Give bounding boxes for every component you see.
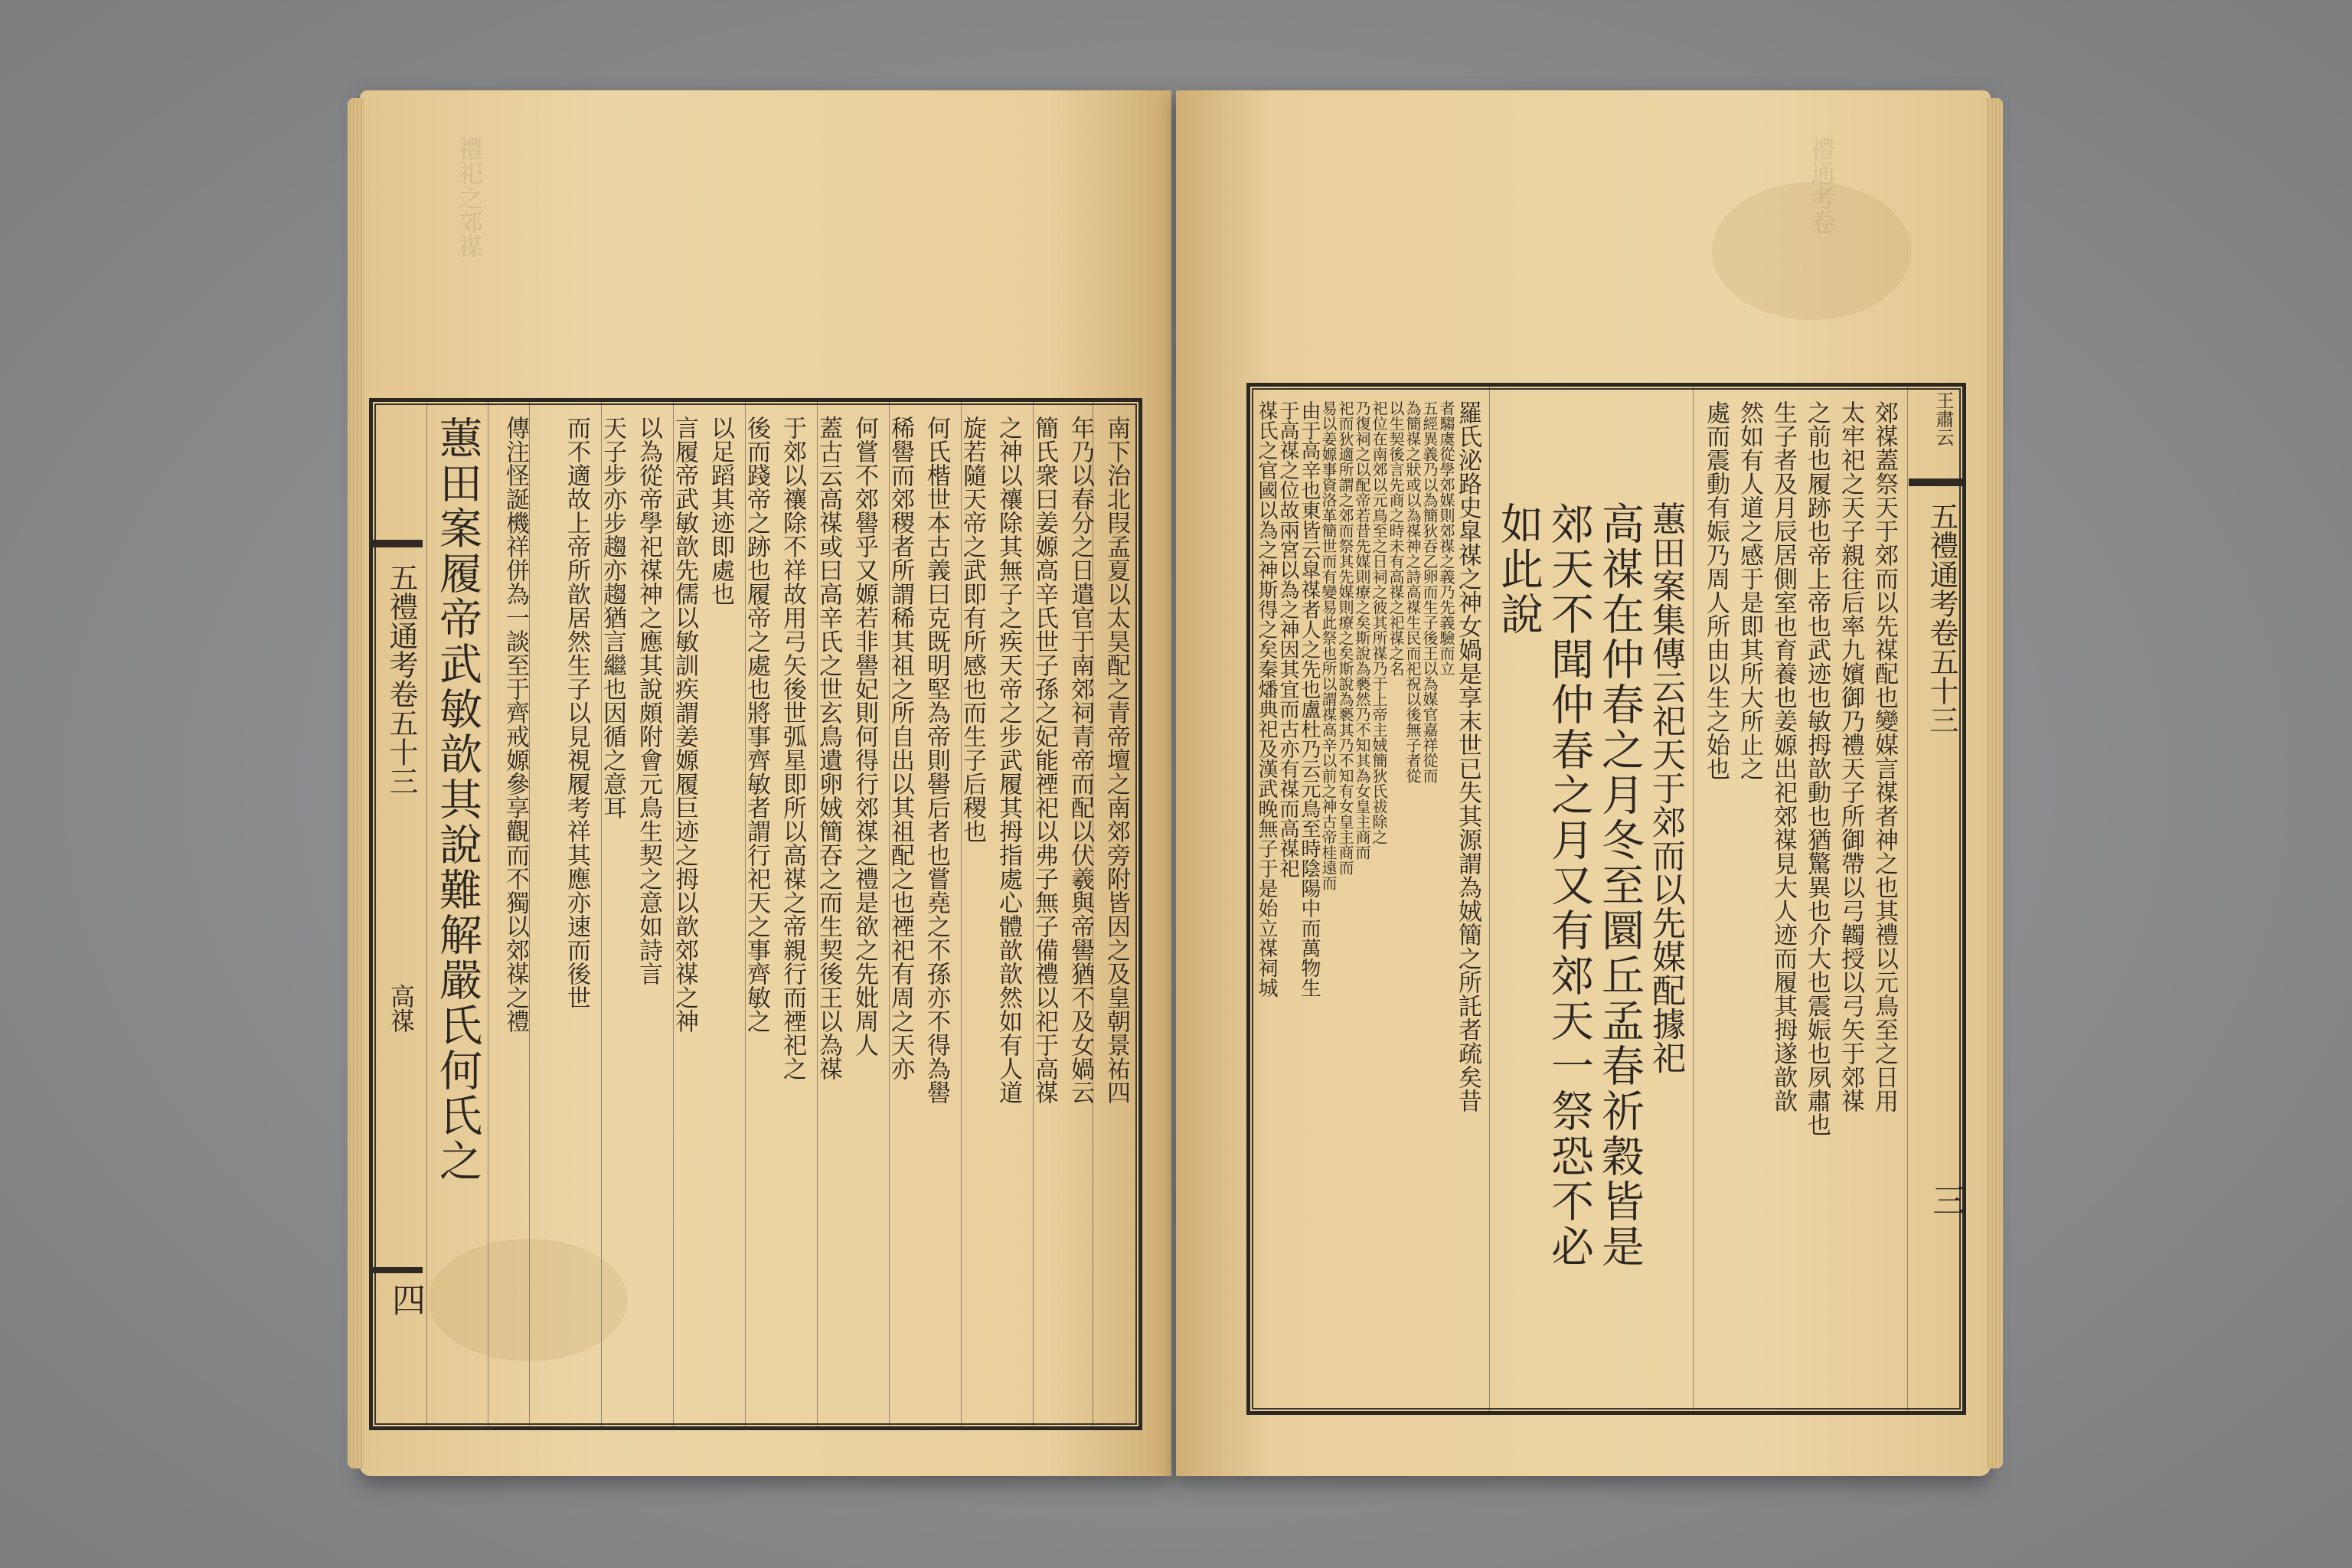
commentary-column: 蕙田案集傳云祀天于郊而以先媒配據祀 [1646,501,1685,1074]
text-column: 易以姜嫄事資洛革簡世而有變易此祭也所以謂禖高辛以前之神古帝桂遠而 [1319,400,1338,890]
text-column: 乃復祠之以配帝若昔先媒則療之矣斯說為褻然乃不知其為女皇主商而 [1353,400,1371,860]
bleed-through-text: 禮祀之郊禖 [455,136,484,259]
column-rule [817,402,818,1426]
text-column: 何嘗不郊嚳乎又嫄若非嚳妃則何得行郊禖之禮是欲之先妣周人 [851,416,878,1057]
left-main-column: 蕙田案履帝武敏歆其說難解嚴氏何氏之 [433,416,482,1184]
column-rule [1489,387,1490,1411]
text-column: 之神以禳除其無子之疾天帝之步武履其拇指處心體歆歆然如有人道 [995,416,1022,1104]
fishtail-top [1909,479,1962,486]
left-margin-subtitle: 高禖 [387,984,416,1033]
right-page-edge [1986,98,2003,1468]
text-column: 祀而狄適所謂之郊而祭其先媒則療之矣斯說為褻其乃不知有女皇主商而 [1336,400,1354,875]
text-column: 以足蹈其迹即處也 [707,416,734,606]
column-rule [1693,387,1694,1411]
text-column: 太牢祀之天子親往后率九嬪御乃禮天子所御帶以弓韣授以弓矢于郊禖 [1837,400,1864,1112]
text-column: 由于高辛也東皆云皐禖者人之先也盧杜乃云元鳥至時陰陽中而萬物生 [1298,400,1321,998]
column-rule [961,402,962,1426]
text-column: 郊禖蓋祭天于郊而以先禖配也變媒言禖者神之也其禮以元鳥至之日用 [1870,400,1898,1112]
commentary-column: 如此說 [1494,501,1544,637]
text-column: 祀位在南郊以元鳥至之日祠之彼其所禖乃于上帝主娀簡狄氏祓除之 [1370,400,1388,844]
left-margin-title: 五禮通考卷五十三 [384,563,418,795]
column-rule [1033,402,1034,1426]
column-rule [601,402,602,1426]
left-folio: 四 [386,1282,425,1316]
column-rule [426,402,427,1426]
text-column: 者騶虞從學郊媒則郊禖之義乃先義驗而立 [1437,400,1455,676]
text-column: 而不適故上帝所歆居然生子以見視履考祥其應亦速而後世 [563,416,590,1009]
column-rule [889,402,890,1426]
left-page-edge [348,98,364,1468]
text-column: 以為從帝學祀禖神之應其說頗附會元鳥生契之意如詩言 [635,416,662,985]
left-page [360,90,1171,1476]
text-column: 五經異義乃以為簡狄吞乙卵而生子後王以為媒官嘉祥從而 [1420,400,1439,783]
text-column: 何氏楷世本古義曰克既明堅為帝則嚳后者也嘗堯之不孫亦不得為嚳 [923,416,950,1104]
commentary-column: 郊天不聞仲春之月又有郊天一祭恐不必 [1544,501,1594,1269]
column-rule [745,402,746,1426]
right-margin-title: 五禮通考卷五十三 [1925,501,1958,734]
text-column: 禖氏之官國以為之神斯得之矣秦燔典祀及漢武晚無子于是始立禖祠城 [1255,400,1278,998]
right-page [1176,90,1991,1476]
column-rule [1907,387,1908,1411]
right-top-tag: 王肅云 [1932,391,1954,446]
text-column: 以生契後言先商之時未有高禖之祀禖之名 [1387,400,1405,676]
text-column: 後而踐帝之跡也履帝之處也將事齊敏者謂行祀天之事齊敏之 [743,416,770,1033]
column-rule [529,402,530,1426]
bleed-through-text: 禮通考卷 [1807,136,1836,234]
text-column: 年乃以春分之日遣官于南郊祠青帝而配以伏羲與帝嚳猶不及女媧云 [1067,416,1094,1104]
fishtail-bottom [369,1267,423,1273]
text-column: 南下治北叚孟夏以太昊配之青帝壇之南郊旁附皆因之及皇朝景祐四 [1102,416,1130,1104]
text-column: 之前也履跡也帝上帝也武迹也敏拇歆動也猶驚異也介大也震娠也夙肅也 [1803,400,1831,1136]
text-column: 羅氏泌路史皐禖之神女媧是享末世已失其源謂為娀簡之所託者疏矣昔 [1454,400,1481,1112]
text-column: 為簡禖之狀或以為禖神之詩高禖生民而祀祝以後無子者從 [1403,400,1422,783]
text-column: 簡氏衆曰姜嫄高辛氏世子孫之妃能禋祀以弗子無子備禮以祀于高禖 [1031,416,1058,1104]
right-folio: 三 [1926,1183,1965,1217]
open-book [360,90,1991,1476]
text-column: 稀嚳而郊稷者所謂稀其祖之所自出以其祖配之也禋祀有周之天亦 [887,416,914,1080]
fishtail-top [369,540,423,547]
column-rule [673,402,674,1426]
text-column: 言履帝武敏歆先儒以敏訓疾謂姜嫄履巨迹之拇以歆郊禖之神 [671,416,698,1033]
text-column: 生子者及月辰居側室也育養也姜嫄出祀郊禖見大人迹而履其拇遂歆歆 [1769,400,1797,1112]
text-column: 然如有人道之感于是即其所大所止之 [1736,400,1763,780]
left-text-frame [369,398,1142,1430]
text-column: 于郊以禳除不祥故用弓矢後世弧星即所以高禖之帝親行而禋祀之 [779,416,806,1080]
text-column: 處而震動有娠乃周人所由以生之始也 [1702,400,1730,780]
text-column: 天子步亦步趨亦趨猶言繼也因循之意耳 [599,416,626,819]
commentary-column: 高禖在仲春之月冬至圜丘孟春祈穀皆是 [1595,501,1645,1269]
right-text-frame [1246,383,1966,1415]
text-column: 于高禖之位故兩宮以為之神因其宜而古亦有禖而高禖祀 [1276,400,1299,878]
text-column: 蓋古云高禖或曰高辛氏之世玄鳥遺卵娀簡吞之而生契後王以為禖 [815,416,842,1080]
text-column: 旋若隨天帝之武即有所感也而生子后稷也 [959,416,986,843]
text-column: 傳注怪誕機祥併為一談至于齊戒嫄參享觀而不獨以郊禖之禮 [501,416,529,1033]
